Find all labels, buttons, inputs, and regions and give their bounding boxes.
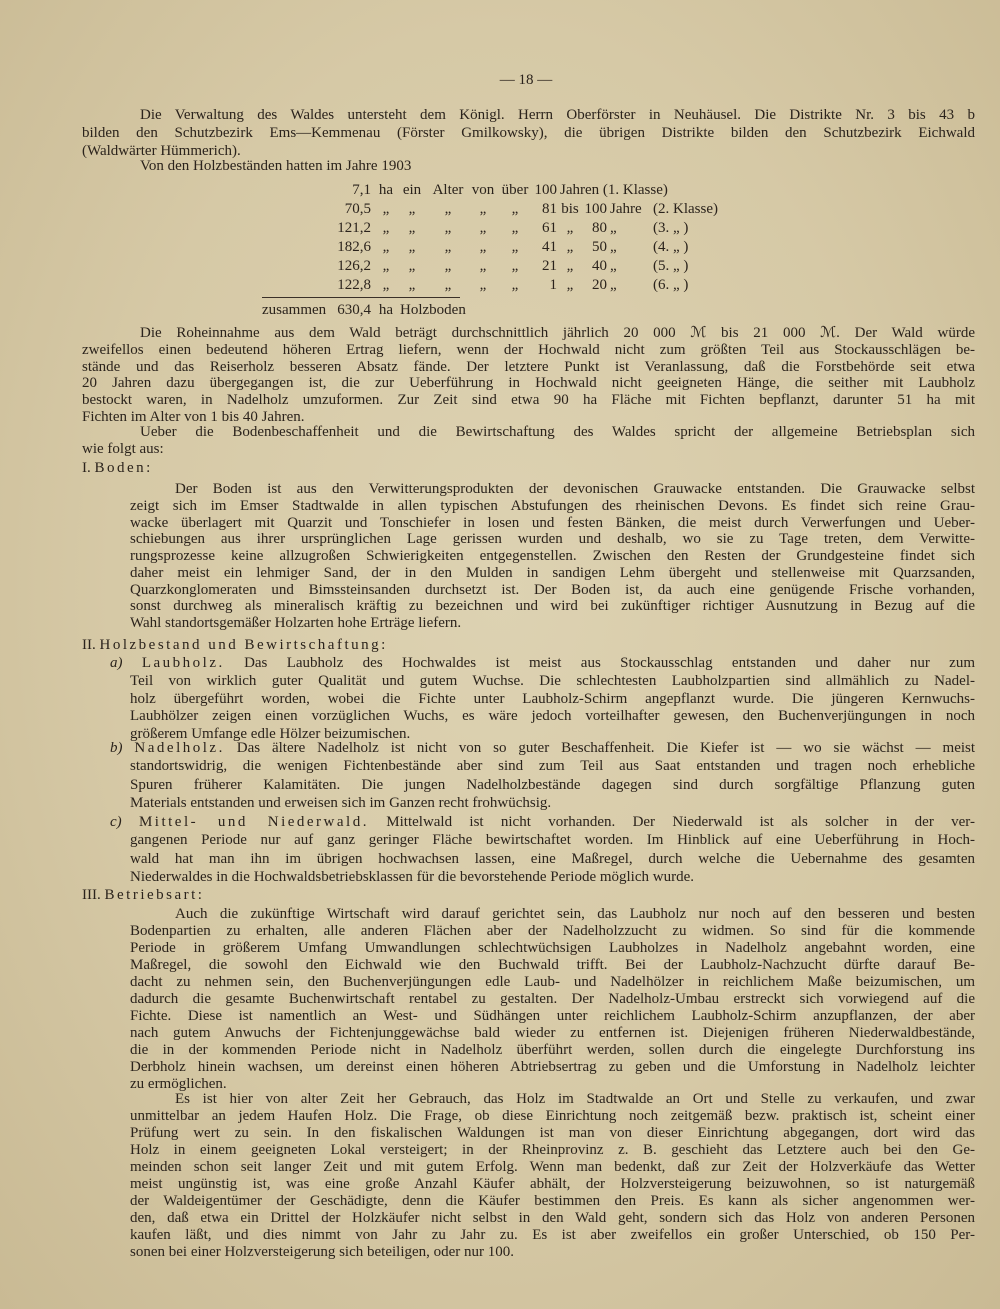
cell-c2: „ — [444, 277, 452, 293]
paragraph-timber-sale — [130, 1091, 975, 1261]
paragraph-revenue — [82, 325, 975, 426]
text-line: gangenen Periode nur auf ganz geringer Fläche bewirtschaftet worden. Im Hinblick auf eine Ueberführung in Hoch- — [130, 832, 975, 849]
cell-sep: „ — [566, 239, 574, 255]
cell-c3: „ — [479, 258, 487, 274]
text-line: dacht zu nehmen sein, den Buchenverjüngungen edle Laub- und Nadelhölzer in reichlichem Maße beizumischen, um — [130, 974, 975, 990]
cell-unit: „ — [382, 258, 390, 274]
text-line: dadurch die gesamte Buchenwirtschaft rentabel zu gestalten. Der Nadelholz-Umbau erstreckt sich vorwiegend auf die — [130, 991, 975, 1007]
cell-c3: „ — [479, 239, 487, 255]
text-line: Die Verwaltung des Waldes untersteht dem Königl. Herrn Oberförster in Neuhäusel. Die Distrikte Nr. 3 bis 43 b — [140, 107, 975, 123]
subsection-broadleaf — [110, 655, 975, 744]
cell-c1: „ — [408, 201, 416, 217]
table-row — [330, 200, 729, 219]
text-line: den, daß etwa ein Drittel der Holzkäufer nicht selbst in den Wald geht, sondern sich das Holz von anderen Personen — [130, 1210, 975, 1226]
text-line: meinden schon seit langer Zeit und mit gutem Erfolg. Wenn man bedenkt, daß zur Zeit der Holzverkäufe das Wetter — [130, 1159, 975, 1175]
cell-area: 182,6 — [337, 239, 371, 255]
text-line: (Waldwärter Hümmerich). — [82, 143, 241, 159]
cell-from: 21 — [542, 258, 557, 274]
text-line: Maßregel, die sowohl den Eichwald wie den Buchwald trifft. Bei der Laubholz-Nachzucht dürfte darauf Be- — [130, 957, 975, 973]
total-label: zusammen — [262, 302, 327, 318]
subsection-conifer — [110, 739, 975, 812]
cell-c1: „ — [408, 277, 416, 293]
text-line: unmittelbar an jedem Haufen Holz. Die Frage, ob diese Einrichtung noch zeitgemäß bezw. praktisch ist, scheint einer — [130, 1108, 975, 1124]
text-line: wacke überlagert mit Quarzit und Tonschiefer in losen und festen Bänken, die meist durch Verwerfungen und Ueber- — [130, 514, 975, 531]
table-sum-rule — [262, 297, 460, 298]
text-line: Fichten im Alter von 1 bis 40 Jahren. — [82, 408, 305, 425]
item-label: Nadelholz. — [134, 740, 225, 756]
section-heading-management — [82, 636, 388, 654]
cell-unit: ha — [378, 182, 394, 198]
text-line: sonen bei einer Holzversteigerung sich beteiligen, oder nur 100. — [130, 1244, 515, 1260]
table-total-row — [262, 301, 466, 319]
text-line: Auch die zukünftige Wirtschaft wird darauf gerichtet sein, das Laubholz nur noch auf den besseren und besten — [175, 906, 975, 922]
table-row — [330, 238, 729, 257]
total-text: Holzboden — [400, 302, 466, 318]
cell-unit: „ — [382, 220, 390, 236]
text-line: holz übergeführt worden, wobei die Fichte unter Laubholz-Schirm angepflanzt wurde. Die jüngeren Kernwuchs- — [130, 690, 975, 707]
text-line: daher meist ein lehmiger Sand, der in den Mulden in sandigen Lehm übergeht und stellenweise mit Quarzsanden, — [130, 564, 975, 581]
text-line: Fichte. Diese ist namentlich an West- und Südhängen unter reichlichem Laubholz-Schirm anzupflanzen, der aber — [130, 1008, 975, 1024]
section-heading-method — [82, 886, 204, 904]
text-line: meist ungünstig ist, was eine große Anzahl Käufer abhält, der Holzversteigerung beizuwohnen, so ist naturgemäß — [130, 1176, 975, 1192]
paragraph-administration — [82, 106, 975, 160]
cell-from: 1 — [549, 277, 557, 293]
total-unit: ha — [378, 302, 394, 318]
table-row — [330, 257, 729, 276]
cell-area: 126,2 — [337, 258, 371, 274]
text-line: Laubhölzer zeigen einen vorzüglichen Wuchs, es wäre jedoch vorteilhafter gewesen, den Buchenverjüngungen in noch — [130, 708, 975, 725]
cell-c2: Alter — [432, 182, 464, 198]
section-number: III. — [82, 887, 101, 903]
cell-sep: „ — [566, 277, 574, 293]
cell-c1: ein — [402, 182, 422, 198]
text-line: wald hat man ihn im übrigen hochwachsen lassen, eine Maßregel, durch welche die Uebernahme des gesamten — [130, 850, 975, 867]
cell-years: Jahre — [610, 201, 642, 217]
cell-from: 81 — [542, 201, 557, 217]
cell-to: 40 — [592, 258, 607, 274]
item-marker: a) — [110, 655, 123, 671]
paragraph-method — [130, 906, 975, 1093]
cell-c1: „ — [408, 220, 416, 236]
cell-sep: „ — [566, 258, 574, 274]
text-line — [110, 655, 975, 673]
text-line: größerem Umfange edle Hölzer beizumischen. — [130, 726, 411, 742]
cell-area: 7,1 — [352, 182, 371, 198]
cell-unit: „ — [382, 239, 390, 255]
text-line: Spuren früherer Kalamitäten. Die jungen Nadelholzbestände dagegen sind durch sorgfältige Pflanzung guten — [130, 776, 975, 793]
section-title: Boden: — [94, 460, 153, 476]
cell-area: 70,5 — [344, 201, 371, 217]
cell-c4: „ — [511, 239, 519, 255]
cell-c3: „ — [479, 201, 487, 217]
text-line — [110, 813, 975, 831]
table-row — [330, 276, 729, 295]
text-line: Niederwaldes in die Hochwaldsbetriebsklassen für die bevorstehende Periode möglich wurde. — [130, 868, 694, 885]
paragraph-soil — [130, 481, 975, 632]
total-area: 630,4 — [337, 302, 371, 318]
text-line: zweifellos einen bedeutend höheren Ertrag liefern, wenn der Hochwald nicht zum größten Teil aus Stockausschlägen be- — [82, 341, 975, 358]
cell-years: „ — [610, 220, 617, 236]
cell-to: 20 — [592, 277, 607, 293]
section-title: Betriebsart: — [104, 887, 205, 903]
text-line: Von den Holzbeständen hatten im Jahre 1903 — [140, 158, 412, 174]
cell-from: 100 — [534, 182, 557, 198]
cell-unit: „ — [382, 277, 390, 293]
cell-cls: (6. „ ) — [653, 277, 689, 293]
cell-years: „ — [610, 239, 617, 255]
item-text: Das ältere Nadelholz ist nicht von so guter Beschaffenheit. Die Kiefer ist — wo sie wächst — meist — [236, 740, 976, 756]
text-line: Wahl standortsgemäßer Holzarten hohe Erträge liefern. — [130, 615, 462, 631]
cell-cls: (2. Klasse) — [653, 201, 718, 217]
cell-cls: (5. „ ) — [653, 258, 689, 274]
cell-to: 50 — [592, 239, 607, 255]
text-line: die in der kommenden Periode nicht in Nadelholz überführt werden, sollen durch die eingelegte Durchforstung ins — [130, 1042, 975, 1058]
cell-c4: „ — [511, 220, 519, 236]
table-row — [330, 181, 729, 200]
cell-c1: „ — [408, 239, 416, 255]
text-line: zu ermöglichen. — [130, 1076, 227, 1092]
cell-c3: „ — [479, 220, 487, 236]
cell-years: „ — [610, 277, 617, 293]
text-line — [110, 739, 975, 757]
text-line: schiebungen aus ihrer ursprünglichen Lage gerissen wurden und deshalb, wo sie zu Tage treten, dem Verwitte- — [130, 531, 975, 548]
item-label: Laubholz. — [141, 655, 225, 671]
text-line: 20 Jahren dazu übergegangen ist, die zur Ueberführung in Hochwald nicht geeigneten Hänge, die seither mit Laubholz — [82, 375, 975, 392]
text-line: bestockt waren, in Nadelholz umzuformen. Zur Zeit sind etwa 90 ha Fläche mit Fichten bepflanzt, darunter 51 ha mit — [82, 392, 975, 409]
cell-to: 100 — [584, 201, 607, 217]
cell-c4: über — [501, 182, 529, 198]
cell-c2: „ — [444, 258, 452, 274]
cell-from: 41 — [542, 239, 557, 255]
text-line: Teil von wirklich guter Qualität und gutem Wuchse. Die schlechtesten Laubholzpartien sind allmählich zu Nadel- — [130, 672, 975, 689]
cell-cls: (3. „ ) — [653, 220, 689, 236]
cell-area: 122,8 — [337, 277, 371, 293]
cell-c2: „ — [444, 239, 452, 255]
cell-c2: „ — [444, 201, 452, 217]
text-line: Der Boden ist aus den Verwitterungsprodukten der devonischen Grauwacke entstanden. Die Grauwacke selbst — [175, 481, 975, 497]
page-number: — 18 — — [499, 72, 553, 88]
text-line: zeigt sich im Emser Stadtwalde in allen typischen Abstufungen des rheinischen Devons. Es findet sich reine Grau- — [130, 497, 975, 514]
item-marker: b) — [110, 740, 123, 756]
cell-unit: „ — [382, 201, 390, 217]
cell-sep: „ — [566, 220, 574, 236]
text-line: nach gutem Anwuchs der Fichtenjunggewächse bald wieder zu entfernen ist. Diejenigen früheren Niederwaldbestände, — [130, 1025, 975, 1041]
cell-c4: „ — [511, 201, 519, 217]
cell-from: 61 — [542, 220, 557, 236]
text-line: Materials entstanden und erweisen sich im Ganzen recht frohwüchsig. — [130, 794, 552, 811]
text-line: bilden den Schutzbezirk Ems—Kemmenau (Förster Gmilkowsky), die übrigen Distrikte bilden den Schutzbezirk Eichwald — [82, 125, 975, 141]
item-label: Mittel- und Niederwald. — [138, 814, 369, 830]
text-line: wie folgt aus: — [82, 441, 164, 457]
cell-area: 121,2 — [337, 220, 371, 236]
text-line: Bodenpartien zu erhalten, alle anderen Flächen aber der Nadelholzzucht zu widmen. So sind für die kommende — [130, 923, 975, 939]
table-row — [330, 219, 729, 238]
section-heading-soil — [82, 459, 153, 477]
cell-to: 80 — [592, 220, 607, 236]
text-line: stände und das Reiserholz besseren Absatz fände. Der letztere Punkt ist Veranlassung, daß die Forstbehörde seit etwa — [82, 358, 975, 375]
paragraph-stands-intro — [82, 157, 975, 175]
cell-c1: „ — [408, 258, 416, 274]
item-marker: c) — [110, 814, 122, 830]
text-line: Derbholz hinein wachsen, um dereinst einen höheren Abtriebsertrag zu geben und die Umforstung in Nadelholz leichter — [130, 1059, 975, 1075]
section-title: Holzbestand und Bewirtschaftung: — [99, 637, 388, 653]
cell-c4: „ — [511, 277, 519, 293]
cell-c3: „ — [479, 277, 487, 293]
subsection-coppice — [110, 813, 975, 886]
cell-tail: Jahren (1. Klasse) — [560, 182, 668, 198]
text-line: Prüfung wert zu sein. In den fiskalischen Waldungen ist man von dieser Einrichtung abgegangen, dort wird das — [130, 1125, 975, 1141]
text-line: sonst durchweg als mineralisch kräftig zu bezeichnen und wird bei zukünftiger richtiger Ausnutzung in Bezug auf die — [130, 598, 975, 615]
text-line: rungsprozesse keine allzugroßen Schwierigkeiten entgegenstellen. Zwischen den Resten der Grundgesteine findet sich — [130, 548, 975, 564]
cell-c3: von — [471, 182, 495, 198]
cell-cls: (4. „ ) — [653, 239, 689, 255]
cell-c4: „ — [511, 258, 519, 274]
text-line: der Waldeigentümer der Geschädigte, denn die Käufer bestimmen den Preis. Es kann als sicher angenommen wer- — [130, 1193, 975, 1209]
text-line: Ueber die Bodenbeschaffenheit und die Bewirtschaftung des Waldes spricht der allgemeine Betriebsplan sich — [140, 424, 975, 440]
item-text: Mittelwald ist nicht vorhanden. Der Niederwald ist als solcher in der ver- — [386, 814, 975, 830]
section-number: I. — [82, 460, 91, 476]
text-line: Holz in einem geeigneten Lokal versteigert; in der Rheinprovinz z. B. geschieht das Letztere auch bei den Ge- — [130, 1142, 975, 1158]
text-line: kaufen läßt, und dies nimmt von Jahr zu Jahr zu. Es ist aber zweifellos ein großer Unterschied, ob 150 Per- — [130, 1227, 975, 1243]
text-line: Periode in größerem Umfang Umwandlungen schlechtwüchsigen Laubholzes in Nadelholz angebahnt worden, eine — [130, 940, 975, 956]
text-line: Es ist hier von alter Zeit her Gebrauch, das Holz im Stadtwalde an Ort und Stelle zu verkaufen, und zwar — [175, 1091, 975, 1107]
section-number: II. — [82, 637, 96, 653]
cell-c2: „ — [444, 220, 452, 236]
item-text: Das Laubholz des Hochwaldes ist meist aus Stockausschlag entstanden und daher nur zum — [244, 655, 975, 671]
text-line: Quarzkonglomeraten und Bimssteinsanden durchsetzt ist. Der Boden ist, da auch eine genügende Frische vorhanden, — [130, 581, 975, 598]
text-line: standortswidrig, die wenigen Fichtenbestände aber sind zum Teil aus Saat entstanden und tragen noch erhebliche — [130, 758, 975, 775]
cell-years: „ — [610, 258, 617, 274]
cell-sep: bis — [561, 201, 579, 217]
text-line: Die Roheinnahme aus dem Wald beträgt durchschnittlich jährlich 20 000 ℳ bis 21 000 ℳ. Der Wald würde — [140, 325, 975, 341]
paragraph-plan-intro — [82, 424, 975, 458]
